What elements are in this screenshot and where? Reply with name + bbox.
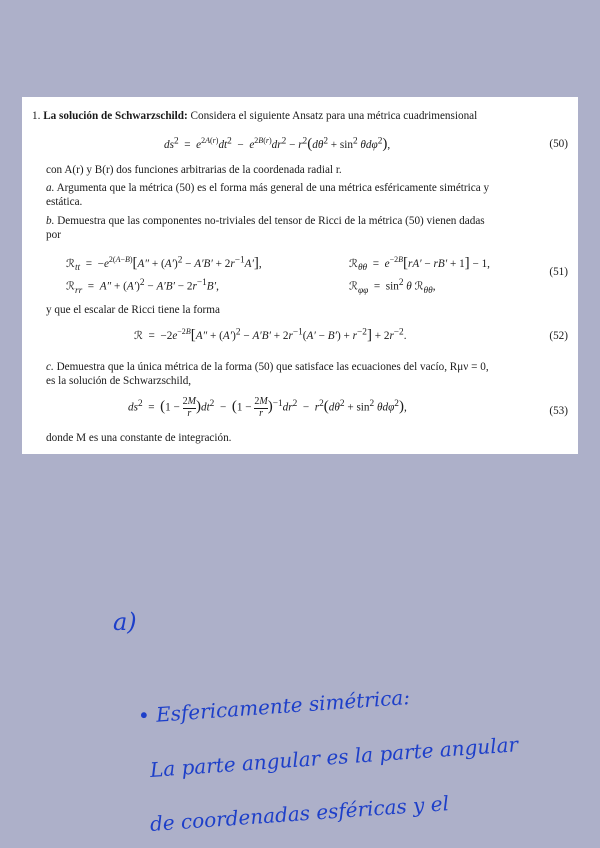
equation-52: ℛ = $-2e^{-2B}[A'' + (A')^2 - A'B' + 2r^{-1}(A' - B') + r^{-2}] + 2r^{-2}$. [134, 327, 407, 343]
handwritten-bullet-line: • Esfericamente simétrica: [137, 685, 411, 728]
part-c-line1 [46, 360, 489, 374]
problem-header [32, 109, 477, 123]
part-a-label: a. [46, 182, 55, 194]
problem-sheet [22, 97, 578, 454]
handwritten-line-2: La parte angular es la parte angular [149, 732, 519, 782]
equation-51-number: (51) [549, 266, 568, 278]
part-b-text-2: por [46, 229, 61, 241]
equation-51-thth: ℛ$_{\theta\theta}$ = $e^{-2B}[rA' - rB' + 1] - 1$, [349, 255, 490, 274]
part-c-text-2: es la solución de Schwarzschild, [46, 375, 192, 387]
problem-title: La solución de Schwarzschild: [43, 110, 188, 122]
closing-line: donde M es una constante de integración. [46, 432, 232, 444]
part-b-line1 [46, 214, 485, 228]
equation-51-phph: ℛ$_{\varphi\varphi}$ = $\sin^2 \theta$ ℛ$_{\theta\theta}$, [349, 278, 436, 296]
problem-number: 1. [32, 110, 41, 122]
equation-53-number: (53) [549, 405, 568, 417]
part-c-label: c. [46, 361, 54, 373]
line-ricci-scalar: y que el escalar de Ricci tiene la forma [46, 304, 220, 316]
part-a-line1 [46, 181, 489, 195]
equation-53: $ds^2 = (1$ − $\frac{2M}{r}$ )$dt^2 - (1$ − $\frac{2M}{r}$ )$^{-1}dr^2 - r^2(d\theta^2 + \sin^2 \theta d\varphi^2)$, [128, 396, 407, 419]
part-c-text-1: Demuestra que la única métrica de la forma (50) que satisface las ecuaciones del vacío, Rμν = 0, [56, 361, 489, 373]
equation-51-tt: ℛ$_{tt}$ = $-e^{2(A-B)}[A'' + (A')^2 - A'B' + 2r^{-1}A']$, [66, 255, 262, 274]
handwritten-part-label: a) [113, 608, 137, 636]
part-a-text-1: Argumenta que la métrica (50) es el forma más general de una métrica esféricamente simétrica y [56, 182, 490, 194]
equation-52-number: (52) [549, 330, 568, 342]
part-b-text-1: Demuestra que las componentes no-triviales del tensor de Ricci de la métrica (50) vienen dadas [57, 215, 485, 227]
handwritten-line-3: de coordenadas esféricas y el [149, 791, 450, 836]
part-b-label: b. [46, 215, 55, 227]
part-a-text-2: estática. [46, 196, 83, 208]
equation-50: $ds^2 = e^{2A(r)}dt^2 - e^{2B(r)}dr^2 - r^2(d\theta^2 + \sin^2 \theta d\varphi^2)$, [164, 136, 391, 152]
problem-intro: Considera el siguiente Ansatz para una métrica cuadrimensional [190, 110, 478, 122]
line-after-eq50: con A(r) y B(r) dos funciones arbitrarias de la coordenada radial r. [46, 164, 342, 176]
equation-50-number: (50) [549, 138, 568, 150]
equation-51-rr: ℛ$_{rr}$ = $A'' + (A')^2 - A'B' - 2r^{-1}B'$, [66, 278, 219, 296]
